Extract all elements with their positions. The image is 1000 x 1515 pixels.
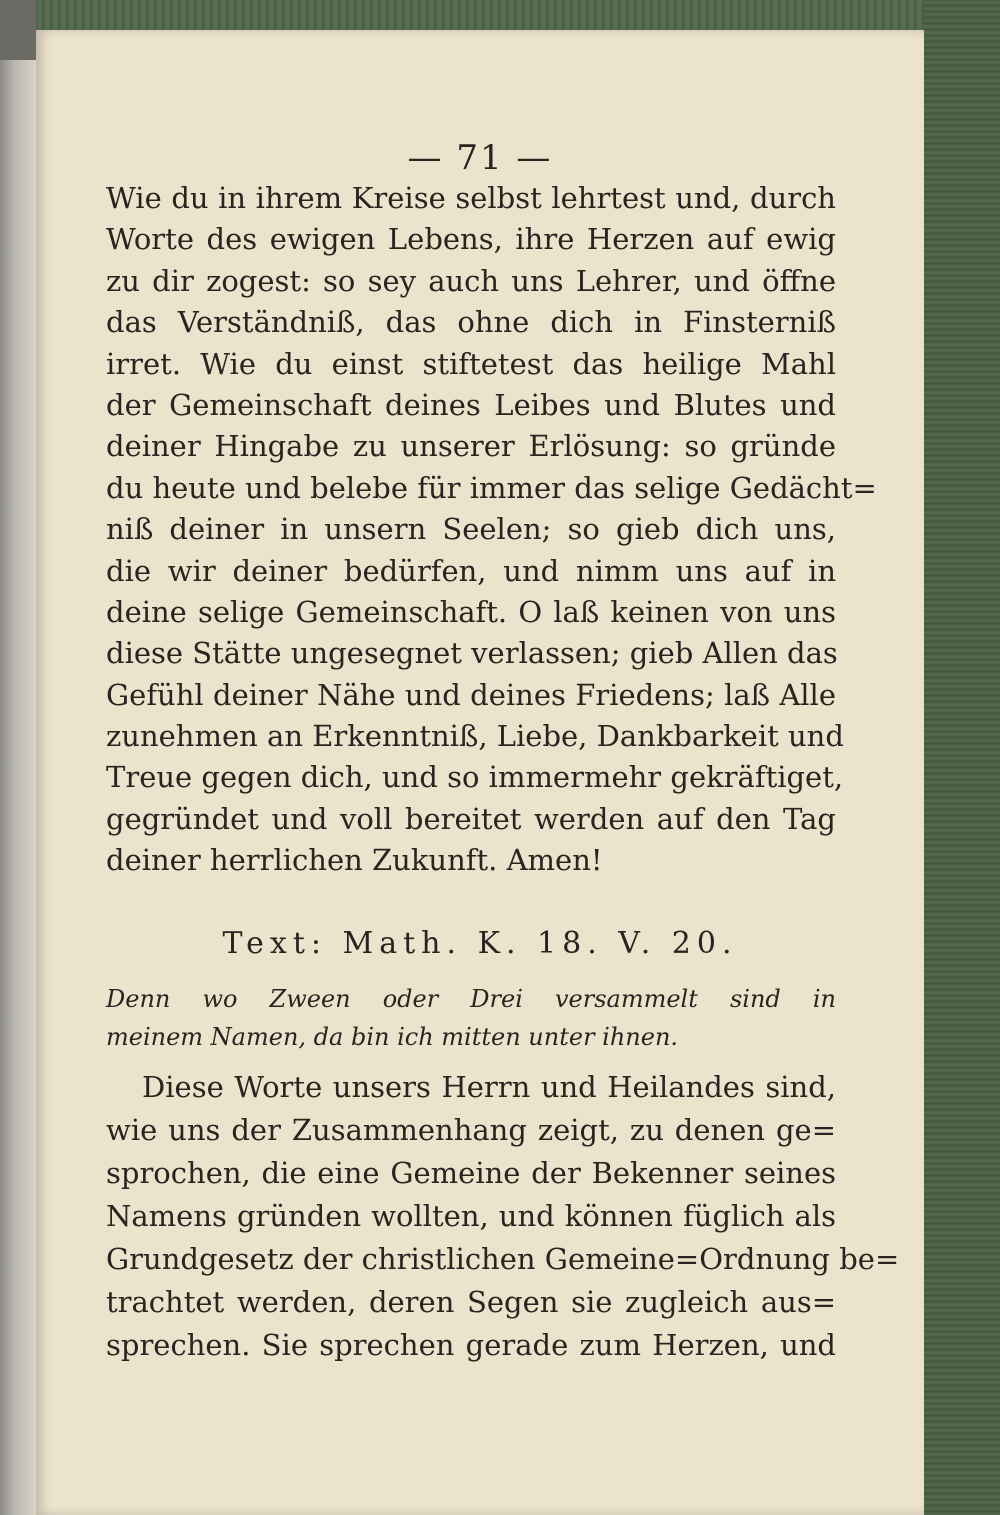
sermon-line: sprochen, die eine Gemeine der Bekenner seines	[106, 1156, 836, 1190]
prayer-line: Wie du in ihrem Kreise selbst lehrtest und, durch	[106, 181, 836, 215]
prayer-line: Worte des ewigen Lebens, ihre Herzen auf ewig	[106, 222, 836, 257]
sermon-line: wie uns der Zusammenhang zeigt, zu denen ge=	[106, 1113, 836, 1147]
previous-page-edge	[0, 0, 36, 1515]
quote-line: Denn wo Zween oder Drei versammelt sind in	[106, 985, 836, 1013]
book-page	[36, 30, 924, 1515]
sermon-line: sprechen. Sie sprechen gerade zum Herzen, und	[106, 1328, 836, 1362]
prayer-line: irret. Wie du einst stiftetest das heilige Mahl	[106, 346, 836, 381]
page-number: — 71 —	[407, 138, 553, 178]
sermon-line: Grundgesetz der christlichen Gemeine=Ordnung be=	[106, 1242, 900, 1276]
sermon-line: Diese Worte unsers Herrn und Heilandes sind,	[142, 1070, 836, 1104]
prayer-line: das Verständniß, das ohne dich in Finsterniß	[106, 305, 836, 340]
book-cover-right-edge	[924, 0, 1000, 1515]
prayer-line: Treue gegen dich, und so immermehr gekräftiget,	[106, 760, 844, 795]
prayer-line: zunehmen an Erkenntniß, Liebe, Dankbarkeit und	[106, 719, 844, 754]
prayer-line: deiner Hingabe zu unserer Erlösung: so gründe	[106, 429, 836, 464]
book-cover-top-edge	[36, 0, 1000, 30]
prayer-line: niß deiner in unsern Seelen; so gieb dich uns,	[106, 512, 836, 547]
prayer-line: du heute und belebe für immer das selige Gedächt=	[106, 470, 877, 505]
sermon-line: trachtet werden, deren Segen sie zugleich aus=	[106, 1285, 836, 1319]
prayer-line: zu dir zogest: so sey auch uns Lehrer, und öffne	[106, 263, 836, 298]
prayer-paragraph	[106, 178, 877, 882]
prayer-line: die wir deiner bedürfen, und nimm uns auf in	[106, 553, 836, 588]
scripture-reference: Text: Math. K. 18. V. 20.	[222, 926, 738, 961]
prayer-line: der Gemeinschaft deines Leibes und Blutes und	[106, 387, 836, 422]
quote-line: meinem Namen, da bin ich mitten unter ihnen.	[106, 1023, 679, 1051]
prayer-line: deine selige Gemeinschaft. O laß keinen von uns	[106, 594, 836, 629]
prayer-line: deiner herrlichen Zukunft. Amen!	[106, 843, 603, 878]
scripture-quote	[106, 980, 836, 1056]
sermon-line: Namens gründen wollten, und können füglich als	[106, 1199, 836, 1233]
prayer-line: gegründet und voll bereitet werden auf den Tag	[106, 801, 836, 836]
prayer-line: diese Stätte ungesegnet verlassen; gieb Allen das	[106, 636, 838, 671]
sermon-paragraph	[106, 1066, 900, 1367]
prayer-line: Gefühl deiner Nähe und deines Friedens; laß Alle	[106, 677, 836, 712]
